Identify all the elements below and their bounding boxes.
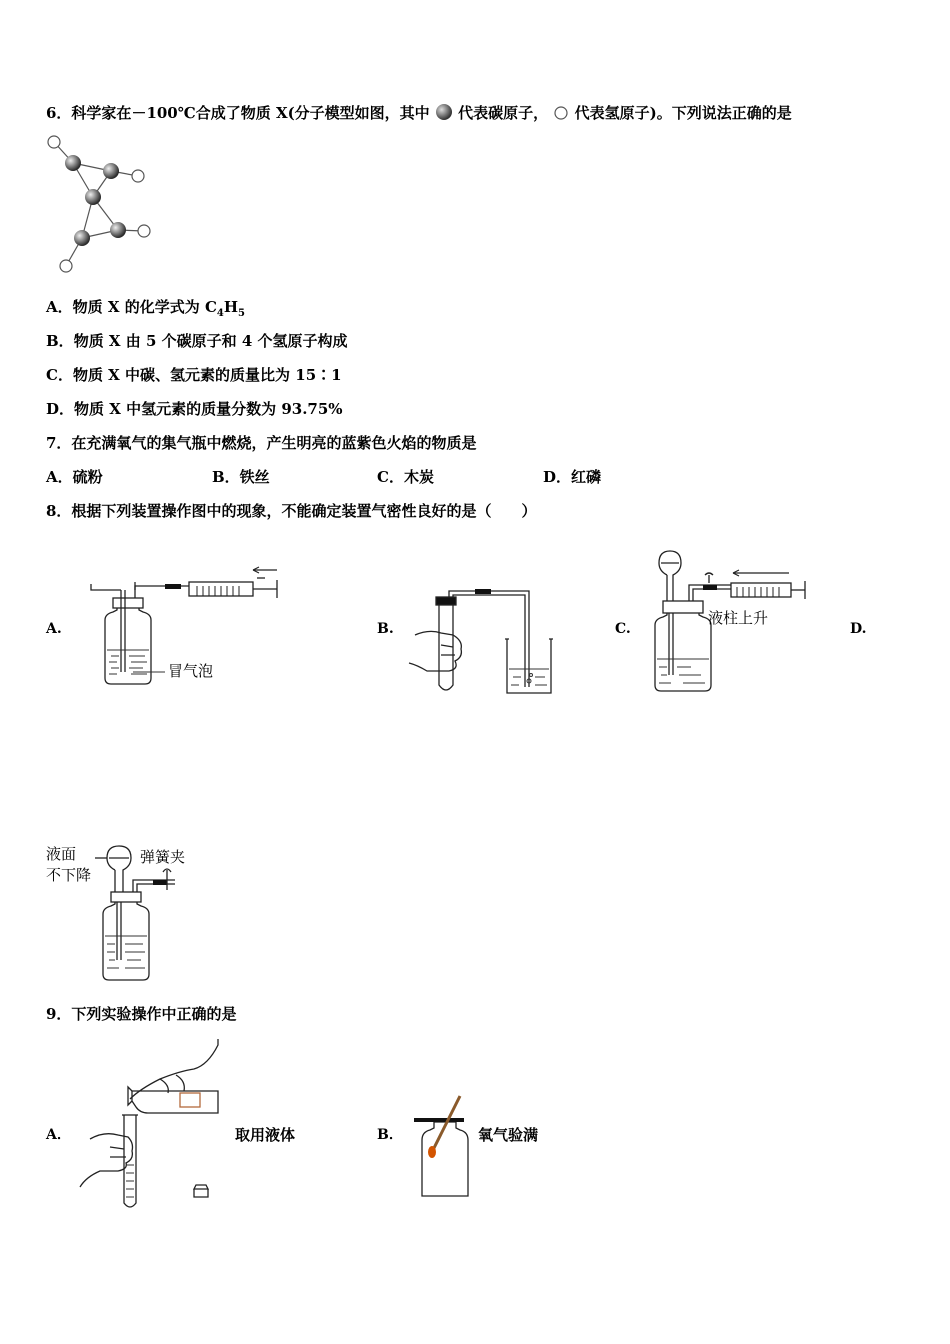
q6-stem-c: 代表氢原子)。下列说法正确的是	[574, 104, 792, 122]
apparatus-d-figure	[95, 840, 205, 985]
q7-option-d: D．红磷	[543, 468, 602, 486]
fig-d-clamp-label: 弹簧夹	[140, 848, 186, 866]
pouring-liquid-figure	[70, 1035, 230, 1210]
fig-d-level-label-1: 液面	[46, 845, 77, 863]
q9-caption-a: 取用液体	[235, 1126, 296, 1144]
hydrogen-atom-icon	[553, 105, 569, 121]
oxygen-test-figure	[410, 1090, 480, 1205]
q6-stem-b: 代表碳原子，	[458, 104, 549, 122]
q6-stem-a: 6．科学家在－100℃合成了物质 X(分子模型如图，其中	[46, 104, 430, 122]
q9-label-a: A．	[46, 1127, 71, 1143]
fig-c-rise-label: 液柱上升	[708, 609, 769, 627]
apparatus-b-figure	[405, 585, 565, 700]
fig-d-level-label-2: 不下降	[46, 866, 92, 884]
q6-option-c: C．物质 X 中碳、氢元素的质量比为 15∶1	[46, 366, 342, 384]
q8-label-d: D.	[850, 621, 867, 637]
q8-label-a: A.	[46, 621, 62, 637]
q8-label-b: B.	[377, 621, 394, 637]
q8-label-c: C.	[615, 621, 631, 637]
molecule-model-figure	[40, 128, 160, 278]
q6-stem	[46, 102, 792, 123]
q7-option-a: A．硫粉	[46, 468, 103, 486]
q9-caption-b: 氧气验满	[478, 1126, 539, 1144]
q9-label-b: B．	[377, 1127, 403, 1143]
q9-stem: 9．下列实验操作中正确的是	[46, 1005, 237, 1023]
fig-a-bubbles-label: 冒气泡	[168, 662, 214, 680]
q7-option-b: B．铁丝	[212, 468, 270, 486]
q6-option-a: A．物质 X 的化学式为 $C_4H_5$	[46, 298, 246, 319]
q7-stem: 7．在充满氧气的集气瓶中燃烧，产生明亮的蓝紫色火焰的物质是	[46, 434, 477, 452]
q8-stem: 8．根据下列装置操作图中的现象，不能确定装置气密性良好的是（ ）	[46, 502, 537, 520]
q7-option-c: C．木炭	[377, 468, 434, 486]
carbon-atom-icon	[435, 103, 453, 121]
q6-option-b: B．物质 X 由 5 个碳原子和 4 个氢原子构成	[46, 332, 348, 350]
q6-option-d: D．物质 X 中氢元素的质量分数为 93.75%	[46, 400, 343, 418]
